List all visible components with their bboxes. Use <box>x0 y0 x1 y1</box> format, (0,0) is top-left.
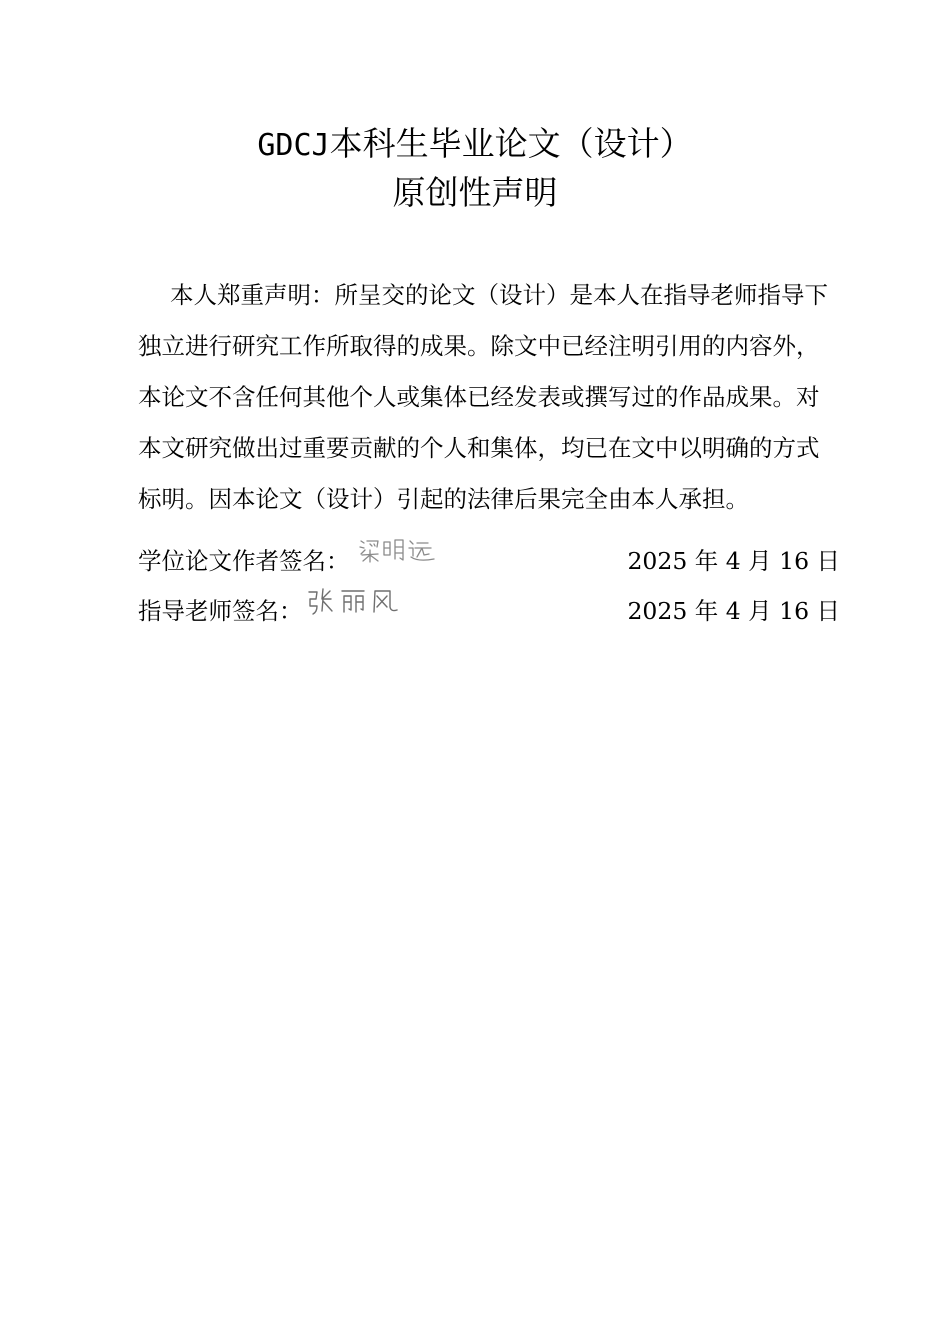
title-main: 本科生毕业论文（设计） <box>329 124 693 163</box>
statement-line: 标明。因本论文（设计）引起的法律后果完全由本人承担。 <box>138 485 749 513</box>
title-prefix: GDCJ <box>257 128 330 163</box>
advisor-signature-label: 指导老师签名： <box>138 597 303 625</box>
author-signature-date: 2025 年 4 月 16 日 <box>627 547 840 575</box>
author-signature-row <box>138 541 840 581</box>
statement-line: 本论文不含任何其他个人或集体已经发表或撰写过的作品成果。对 <box>138 383 820 411</box>
statement-line: 本文研究做出过重要贡献的个人和集体，均已在文中以明确的方式 <box>138 434 820 462</box>
page-title <box>0 124 950 166</box>
page-subtitle: 原创性声明 <box>392 173 558 212</box>
author-handwritten-signature <box>358 535 438 569</box>
advisor-signature-date: 2025 年 4 月 16 日 <box>627 597 840 625</box>
advisor-handwritten-signature <box>306 585 400 619</box>
advisor-signature-row <box>138 591 840 631</box>
statement-line: 本人郑重声明：所呈交的论文（设计）是本人在指导老师指导下 <box>170 281 828 309</box>
statement-line: 独立进行研究工作所取得的成果。除文中已经注明引用的内容外， <box>138 332 820 360</box>
author-signature-label: 学位论文作者签名： <box>138 547 350 575</box>
declaration-statement <box>138 270 838 525</box>
